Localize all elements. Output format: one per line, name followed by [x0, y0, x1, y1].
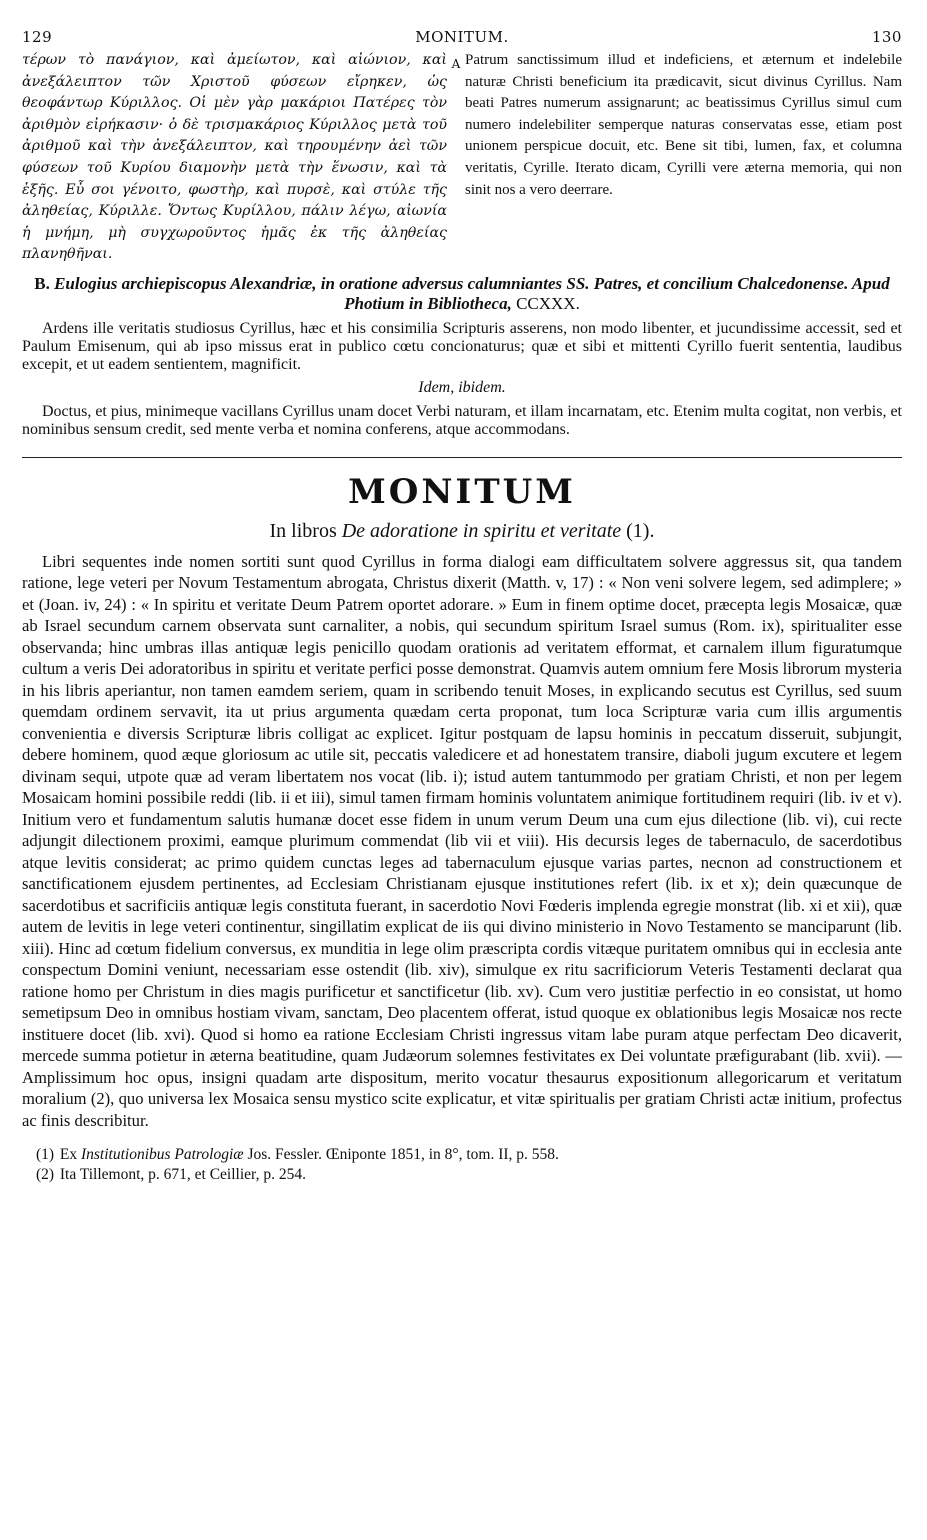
paragraph-ardens: Ardens ille veritatis studiosus Cyrillus, hæc et his consimilia Scripturis asserens, non modo libenter, et jucundissime accessit, sed et Paulum Emisenum, qui ab ipso missus erat in publico cœtu concionaturus; quæ et sibi et mittenti Cyrillo fuerit sententia, laudibus excepit, et ut eadem sentientem, magnificit.	[22, 319, 902, 373]
parallel-columns	[22, 50, 902, 266]
idem-ibidem: Idem, ibidem.	[418, 378, 506, 396]
running-title: MONITUM.	[415, 28, 509, 46]
footnote-text-post: Jos. Fessler. Œniponte 1851, in 8°, tom. II, p. 558.	[243, 1146, 559, 1164]
footnote-italic: Institutionibus Patrologiæ	[80, 1146, 244, 1164]
section-subtitle-work: De adoratione in spiritu et veritate	[341, 519, 622, 542]
source-label: B.	[34, 273, 50, 293]
footnotes	[22, 1145, 902, 1185]
section-subtitle-prefix: In libros	[269, 519, 342, 542]
latin-column: Patrum sanctissimum illud et indeficiens, et æternum et indelebile naturæ Christi beneficium ita prædicavit, sicut divinus Cyrillus. Nam beati Patres numerum assignarunt; ac beatissimus Cyrillus simul cum numero indelebiliter semperque naturas conservatas esse, etiam post unionem perspicue docuit, etc. Bene sit tibi, lumen, fax, et columna veritatis, Cyrille. Iterato dicam, Cyrilli vere æterna memoria, qui non sinit nos a vero deerrare.	[465, 52, 902, 198]
greek-column: τέρων τὸ πανάγιον, καὶ ἀμείωτον, καὶ αἰώνιον, καὶ ἀνεξάλειπτον τῶν Χριστοῦ φύσεων εἴρηκεν, ὡς θεοφάντωρ Κύριλλος. Οἱ μὲν γὰρ μακάριοι Πατέρες τὸν ἀριθμὸν εἰρήκασιν· ὁ δὲ τρισμακάριος Κύριλλος μετὰ τοῦ ἀριθμοῦ καὶ τὴν ἀνεξάλειπτον, καὶ τηρουμένην ἀεὶ τῶν φύσεων τοῦ Κυρίου διαμονὴν μετὰ τὴν ἕνωσιν, καὶ τὰ ἑξῆς. Εὖ σοι γένοιτο, φωστὴρ, καὶ πυρσὲ, καὶ στύλε τῆς ἀληθείας, Κύριλλε. Ὄντως Κυρίλλου, πάλιν λέγω, αἰωνία ἡ μνήμη, μὴ συγχωροῦντος ἡμᾶς ἐκ τῆς ἀληθείας πλανηθῆναι.	[22, 52, 447, 263]
footnote-number: (2)	[36, 1166, 55, 1184]
section-subtitle	[22, 520, 902, 543]
section-divider	[22, 457, 902, 458]
section-subtitle-suffix: (1).	[621, 519, 655, 542]
footnote-number: (1)	[36, 1146, 55, 1164]
source-ref: CCXXX.	[516, 293, 580, 313]
footnote-1	[36, 1145, 902, 1165]
running-head	[22, 28, 902, 46]
page	[22, 28, 902, 1185]
section-title: MONITUM	[348, 471, 576, 512]
footnote-2	[36, 1165, 902, 1185]
page-number-right: 130	[871, 28, 902, 46]
monitum-body: Libri sequentes inde nomen sortiti sunt quod Cyrillus in forma dialogi eam difficultatem solvere aggressus sit, qua tandem ratione, lege veteri per Novum Testamentum abrogata, Christus dixerit (Matth. v, 17) : « Non veni solvere legem, sed adimplere; » et (Joan. iv, 24) : « In spiritu et veritate Deum Patrem oportet adorare. » Eum in finem optime docet, præcepta legis Mosaicæ, quæ ab Israel secundum carnem observata sunt carnaliter, a nobis, qui secundum spiritum Israel sumus (Rom. ix), spiritualiter esse observanda; hinc umbras illas antiquæ legis penicillo quodam orationis ad veritatem efformat, et carnalem illum figuratumque cultum a veris Dei adoratoribus in spiritu et veritate perfici posse demonstrat. Quamvis autem omnium fere Mosis librorum mysteria in his libris aperiantur, non tamen eamdem seriem, quam in scribendo tenuit Moses, in explicando secutus est Cyrillus, sed suum quemdam ordinem servavit, ita ut prius argumenta quædam certa proponat, tum loca Scripturæ varia cum illis argumentis convenientia e diversis Scripturæ libris colligat ac explicet. Igitur postquam de lapsu hominis in peccatum disseruit, subjungit, debere hominem, quod æque gloriosum ac utile sit, peccatis valedicere et ad honestatem transire, diaboli jugum excutere et legem divinam sequi, utpote quæ ad veram libertatem nos vocat (lib. i); istud autem tantummodo per gratiam Christi, et non per legem Mosaicam homini possibile reddi (lib. ii et iii), simul tamen firmam hominis voluntatem animique fortitudinem requiri (lib. iv et v). Initium vero et fundamentum salutis humanæ docet esse fidem in unum verum Deum una cum ejus dilectione (lib. vi), cui recte adjungit dilectionem proximi, eamque plurimum commendat (lib vii et viii). His decursis leges de tabernaculo, de sacerdotibus atque levitis considerat; ac primo quidem cunctas leges ad tabernaculum ejusque varias partes, necnon ad constructionem et sanctificationem ejusdem pertinentes, ad Ecclesiam Christianam ejusque institutiones refert (lib. ix et x); dein quæcunque de sacerdotibus et sacrificiis antiquæ legis constituta fuerant, in sacerdotio Novi Fœderis implenda egregie monstrat (lib. xi et xii), quæ autem de levitis in lege veteri continentur, singillatim explicat de iis qui divino ministerio in Novo Testamento se manciparunt (lib. xiii). Hinc ad cœtum fidelium conversus, ex munditia in lege olim præscripta cordis vitæque puritatem omnibus qui in ecclesia ante conspectum Domini veniunt, necessariam esse ostendit (lib. xiv), simulque ex ritu sacrificiorum Veteris Testamenti declarat qua ratione homo per Christum in dies magis purificetur et sanctificetur (lib. xv). Cum vero justitiæ perfectio in eo consistat, ut homo semetipsum Deo in omnibus hostiam vivam, sanctam, Deo placentem offerat, istud quoque ex oblationibus legis Mosaicæ nos recte instituere docet (lib. xvi). Quod si homo ea ratione Ecclesiam Christi ingressus vitam labe puram atque perfectam Deo dicaverit, mercede summa potietur in æterna beatitudine, quam Judæorum solemnes festivitates ex Dei voluntate præfigurabant (lib. xvii). — Amplissimum hoc opus, insigni quadam arte dispositum, merito vocatur thesaurus expositionum allegoricarum et veritatum moralium (2), quo universa lex Mosaica sensu mystico scite explicatur, et vitæ spiritualis per gratiam Christi actæ initium, profectus ac finis describitur.	[22, 551, 902, 1130]
column-marker: A	[451, 57, 461, 71]
source-heading	[22, 274, 902, 314]
footnote-text-pre: Ex	[59, 1146, 81, 1164]
page-number-left: 129	[22, 28, 53, 46]
paragraph-doctus: Doctus, et pius, minimeque vacillans Cyrillus unam docet Verbi naturam, et illam incarnatam, etc. Etenim multa cogitat, non verbis, et nominibus sensum credit, sed mente verba et nomina conferens, atque accommodans.	[22, 402, 902, 438]
footnote-text-pre: Ita Tillemont, p. 671, et Ceillier, p. 254.	[59, 1166, 306, 1184]
source-text: Eulogius archiepiscopus Alexandriæ, in oratione adversus calumniantes SS. Patres, et concilium Chalcedonense. Apud Photium in Bibliotheca,	[54, 273, 890, 313]
